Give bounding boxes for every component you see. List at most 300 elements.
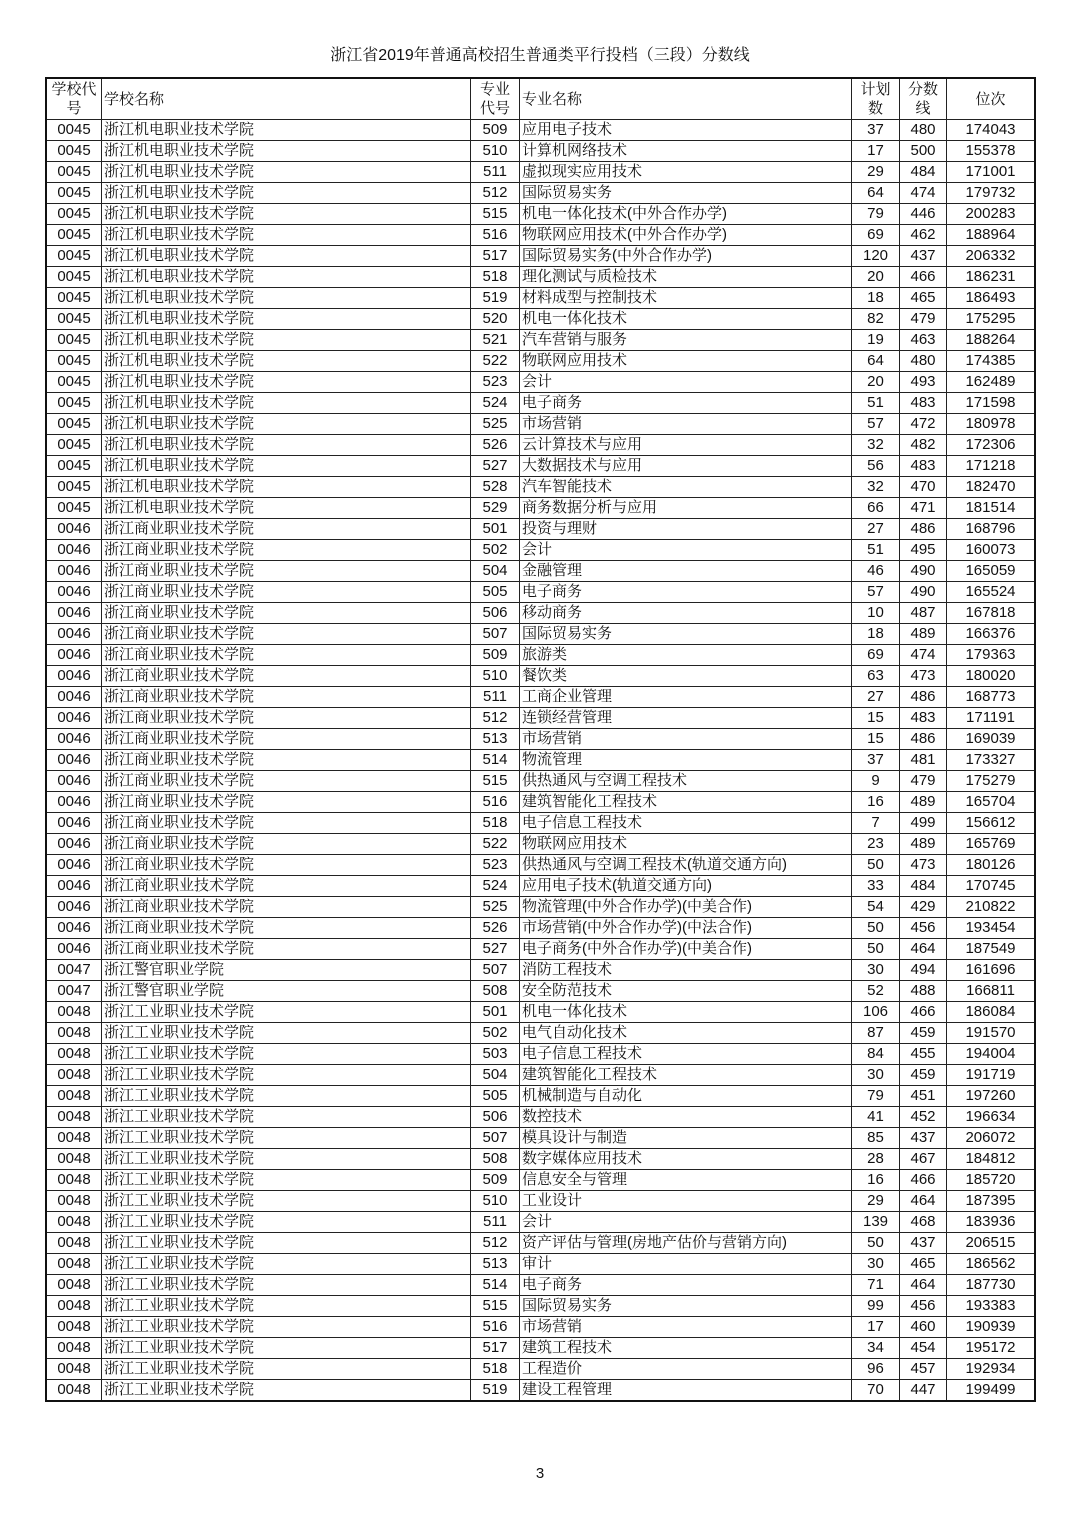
cell-rank: 168796 xyxy=(947,519,1036,540)
cell-plan: 16 xyxy=(852,792,900,813)
cell-major-code: 525 xyxy=(471,414,520,435)
table-row xyxy=(46,225,1035,246)
cell-rank: 181514 xyxy=(947,498,1036,519)
cell-major-code: 508 xyxy=(471,1149,520,1170)
cell-major-name: 建设工程管理 xyxy=(520,1380,852,1402)
cell-rank: 187395 xyxy=(947,1191,1036,1212)
table-row xyxy=(46,876,1035,897)
cell-major-name: 建筑工程技术 xyxy=(520,1338,852,1359)
cell-rank: 210822 xyxy=(947,897,1036,918)
cell-score: 499 xyxy=(900,813,947,834)
cell-major-code: 524 xyxy=(471,393,520,414)
cell-rank: 166811 xyxy=(947,981,1036,1002)
table-row xyxy=(46,582,1035,603)
cell-score: 470 xyxy=(900,477,947,498)
table-row xyxy=(46,330,1035,351)
cell-major-name: 计算机网络技术 xyxy=(520,141,852,162)
cell-major-code: 511 xyxy=(471,1212,520,1233)
cell-major-name: 投资与理财 xyxy=(520,519,852,540)
cell-school-code: 0048 xyxy=(46,1380,102,1402)
cell-major-code: 513 xyxy=(471,1254,520,1275)
table-row xyxy=(46,141,1035,162)
table-row xyxy=(46,834,1035,855)
cell-plan: 51 xyxy=(852,393,900,414)
cell-plan: 106 xyxy=(852,1002,900,1023)
cell-score: 437 xyxy=(900,1233,947,1254)
cell-school-code: 0048 xyxy=(46,1065,102,1086)
cell-major-name: 数字媒体应用技术 xyxy=(520,1149,852,1170)
table-row xyxy=(46,645,1035,666)
table-row xyxy=(46,1296,1035,1317)
header-school-name: 学校名称 xyxy=(102,78,471,120)
cell-school-code: 0046 xyxy=(46,855,102,876)
table-row xyxy=(46,1212,1035,1233)
cell-score: 486 xyxy=(900,519,947,540)
cell-school-name: 浙江商业职业技术学院 xyxy=(102,813,471,834)
table-row xyxy=(46,603,1035,624)
cell-major-code: 528 xyxy=(471,477,520,498)
table-row xyxy=(46,1338,1035,1359)
cell-major-name: 审计 xyxy=(520,1254,852,1275)
cell-major-code: 514 xyxy=(471,1275,520,1296)
cell-major-code: 509 xyxy=(471,120,520,141)
cell-score: 437 xyxy=(900,246,947,267)
cell-school-name: 浙江机电职业技术学院 xyxy=(102,120,471,141)
cell-rank: 165524 xyxy=(947,582,1036,603)
cell-major-code: 505 xyxy=(471,1086,520,1107)
header-plan: 计划数 xyxy=(852,78,900,120)
cell-major-code: 518 xyxy=(471,813,520,834)
cell-major-name: 物流管理 xyxy=(520,750,852,771)
cell-school-code: 0048 xyxy=(46,1086,102,1107)
cell-score: 486 xyxy=(900,729,947,750)
cell-major-name: 市场营销 xyxy=(520,1317,852,1338)
cell-school-code: 0045 xyxy=(46,204,102,225)
cell-school-name: 浙江商业职业技术学院 xyxy=(102,918,471,939)
table-row xyxy=(46,1170,1035,1191)
cell-rank: 194004 xyxy=(947,1044,1036,1065)
cell-plan: 50 xyxy=(852,1233,900,1254)
table-row xyxy=(46,687,1035,708)
cell-school-code: 0045 xyxy=(46,435,102,456)
cell-rank: 188964 xyxy=(947,225,1036,246)
cell-major-name: 云计算技术与应用 xyxy=(520,435,852,456)
cell-school-name: 浙江工业职业技术学院 xyxy=(102,1086,471,1107)
table-row xyxy=(46,981,1035,1002)
cell-plan: 52 xyxy=(852,981,900,1002)
cell-rank: 197260 xyxy=(947,1086,1036,1107)
cell-major-code: 526 xyxy=(471,918,520,939)
cell-score: 487 xyxy=(900,603,947,624)
cell-plan: 28 xyxy=(852,1149,900,1170)
cell-rank: 165769 xyxy=(947,834,1036,855)
cell-plan: 33 xyxy=(852,876,900,897)
cell-school-code: 0047 xyxy=(46,960,102,981)
table-row xyxy=(46,498,1035,519)
table-row xyxy=(46,393,1035,414)
cell-plan: 50 xyxy=(852,918,900,939)
cell-rank: 193454 xyxy=(947,918,1036,939)
cell-score: 480 xyxy=(900,351,947,372)
cell-school-code: 0048 xyxy=(46,1191,102,1212)
cell-rank: 179732 xyxy=(947,183,1036,204)
cell-major-code: 522 xyxy=(471,351,520,372)
cell-major-code: 518 xyxy=(471,267,520,288)
cell-plan: 79 xyxy=(852,1086,900,1107)
cell-school-code: 0045 xyxy=(46,246,102,267)
cell-plan: 32 xyxy=(852,435,900,456)
cell-school-code: 0045 xyxy=(46,372,102,393)
cell-score: 489 xyxy=(900,792,947,813)
table-row xyxy=(46,309,1035,330)
cell-major-code: 510 xyxy=(471,141,520,162)
cell-major-name: 电子商务 xyxy=(520,393,852,414)
cell-school-code: 0048 xyxy=(46,1128,102,1149)
cell-major-code: 527 xyxy=(471,939,520,960)
cell-school-name: 浙江工业职业技术学院 xyxy=(102,1233,471,1254)
cell-major-name: 物联网应用技术 xyxy=(520,834,852,855)
cell-rank: 170745 xyxy=(947,876,1036,897)
table-row xyxy=(46,540,1035,561)
cell-score: 464 xyxy=(900,939,947,960)
cell-school-name: 浙江商业职业技术学院 xyxy=(102,519,471,540)
cell-rank: 200283 xyxy=(947,204,1036,225)
cell-plan: 37 xyxy=(852,120,900,141)
cell-score: 483 xyxy=(900,708,947,729)
cell-plan: 20 xyxy=(852,372,900,393)
cell-school-name: 浙江机电职业技术学院 xyxy=(102,435,471,456)
cell-major-name: 大数据技术与应用 xyxy=(520,456,852,477)
cell-major-name: 资产评估与管理(房地产估价与营销方向) xyxy=(520,1233,852,1254)
cell-plan: 79 xyxy=(852,204,900,225)
cell-rank: 192934 xyxy=(947,1359,1036,1380)
cell-school-code: 0046 xyxy=(46,624,102,645)
cell-rank: 160073 xyxy=(947,540,1036,561)
page-title: 浙江省2019年普通高校招生普通类平行投档（三段）分数线 xyxy=(330,47,750,64)
cell-rank: 186084 xyxy=(947,1002,1036,1023)
cell-school-name: 浙江商业职业技术学院 xyxy=(102,729,471,750)
table-row xyxy=(46,1107,1035,1128)
cell-plan: 41 xyxy=(852,1107,900,1128)
cell-school-name: 浙江机电职业技术学院 xyxy=(102,246,471,267)
cell-school-name: 浙江商业职业技术学院 xyxy=(102,666,471,687)
cell-major-name: 物联网应用技术(中外合作办学) xyxy=(520,225,852,246)
cell-major-code: 502 xyxy=(471,1023,520,1044)
cell-rank: 195172 xyxy=(947,1338,1036,1359)
table-row xyxy=(46,519,1035,540)
cell-rank: 171218 xyxy=(947,456,1036,477)
cell-plan: 34 xyxy=(852,1338,900,1359)
cell-major-name: 商务数据分析与应用 xyxy=(520,498,852,519)
cell-plan: 85 xyxy=(852,1128,900,1149)
cell-plan: 7 xyxy=(852,813,900,834)
table-row xyxy=(46,1044,1035,1065)
cell-major-name: 机械制造与自动化 xyxy=(520,1086,852,1107)
cell-school-code: 0046 xyxy=(46,540,102,561)
cell-rank: 174043 xyxy=(947,120,1036,141)
cell-rank: 206332 xyxy=(947,246,1036,267)
cell-major-name: 连锁经营管理 xyxy=(520,708,852,729)
cell-school-code: 0046 xyxy=(46,519,102,540)
cell-major-name: 虚拟现实应用技术 xyxy=(520,162,852,183)
header-major-name: 专业名称 xyxy=(520,78,852,120)
table-row xyxy=(46,729,1035,750)
cell-score: 465 xyxy=(900,1254,947,1275)
cell-major-name: 信息安全与管理 xyxy=(520,1170,852,1191)
table-row xyxy=(46,351,1035,372)
cell-school-code: 0046 xyxy=(46,876,102,897)
cell-school-code: 0046 xyxy=(46,582,102,603)
cell-plan: 69 xyxy=(852,225,900,246)
cell-major-code: 515 xyxy=(471,1296,520,1317)
cell-plan: 71 xyxy=(852,1275,900,1296)
cell-major-name: 模具设计与制造 xyxy=(520,1128,852,1149)
cell-score: 474 xyxy=(900,645,947,666)
cell-major-name: 供热通风与空调工程技术 xyxy=(520,771,852,792)
cell-rank: 196634 xyxy=(947,1107,1036,1128)
cell-major-name: 国际贸易实务 xyxy=(520,624,852,645)
cell-school-name: 浙江商业职业技术学院 xyxy=(102,582,471,603)
cell-school-code: 0046 xyxy=(46,561,102,582)
cell-school-code: 0046 xyxy=(46,645,102,666)
cell-major-name: 理化测试与质检技术 xyxy=(520,267,852,288)
cell-rank: 187549 xyxy=(947,939,1036,960)
cell-score: 467 xyxy=(900,1149,947,1170)
cell-major-code: 512 xyxy=(471,1233,520,1254)
cell-plan: 27 xyxy=(852,519,900,540)
cell-school-name: 浙江机电职业技术学院 xyxy=(102,414,471,435)
cell-plan: 54 xyxy=(852,897,900,918)
cell-rank: 165704 xyxy=(947,792,1036,813)
table-row xyxy=(46,267,1035,288)
cell-school-name: 浙江商业职业技术学院 xyxy=(102,792,471,813)
cell-rank: 206072 xyxy=(947,1128,1036,1149)
cell-score: 482 xyxy=(900,435,947,456)
cell-school-code: 0045 xyxy=(46,414,102,435)
cell-major-name: 建筑智能化工程技术 xyxy=(520,792,852,813)
cell-score: 473 xyxy=(900,666,947,687)
cell-school-name: 浙江机电职业技术学院 xyxy=(102,225,471,246)
cell-school-name: 浙江商业职业技术学院 xyxy=(102,708,471,729)
cell-plan: 87 xyxy=(852,1023,900,1044)
cell-school-code: 0046 xyxy=(46,918,102,939)
cell-major-code: 514 xyxy=(471,750,520,771)
cell-major-name: 工程造价 xyxy=(520,1359,852,1380)
cell-score: 466 xyxy=(900,1170,947,1191)
cell-school-name: 浙江机电职业技术学院 xyxy=(102,141,471,162)
cell-school-code: 0048 xyxy=(46,1296,102,1317)
cell-score: 457 xyxy=(900,1359,947,1380)
cell-major-name: 汽车智能技术 xyxy=(520,477,852,498)
cell-school-name: 浙江工业职业技术学院 xyxy=(102,1317,471,1338)
cell-rank: 206515 xyxy=(947,1233,1036,1254)
cell-school-name: 浙江机电职业技术学院 xyxy=(102,372,471,393)
table-row xyxy=(46,414,1035,435)
cell-rank: 187730 xyxy=(947,1275,1036,1296)
cell-major-code: 502 xyxy=(471,540,520,561)
cell-plan: 29 xyxy=(852,1191,900,1212)
cell-major-name: 移动商务 xyxy=(520,603,852,624)
table-row xyxy=(46,771,1035,792)
cell-major-code: 524 xyxy=(471,876,520,897)
cell-plan: 57 xyxy=(852,414,900,435)
cell-plan: 50 xyxy=(852,855,900,876)
cell-plan: 10 xyxy=(852,603,900,624)
cell-school-code: 0046 xyxy=(46,666,102,687)
cell-plan: 82 xyxy=(852,309,900,330)
cell-major-name: 建筑智能化工程技术 xyxy=(520,1065,852,1086)
cell-score: 480 xyxy=(900,120,947,141)
cell-score: 464 xyxy=(900,1191,947,1212)
table-row xyxy=(46,855,1035,876)
cell-score: 486 xyxy=(900,687,947,708)
cell-school-name: 浙江机电职业技术学院 xyxy=(102,288,471,309)
cell-school-name: 浙江机电职业技术学院 xyxy=(102,183,471,204)
cell-school-code: 0046 xyxy=(46,750,102,771)
cell-major-code: 523 xyxy=(471,372,520,393)
cell-score: 451 xyxy=(900,1086,947,1107)
cell-school-name: 浙江工业职业技术学院 xyxy=(102,1170,471,1191)
table-row xyxy=(46,813,1035,834)
cell-school-code: 0047 xyxy=(46,981,102,1002)
cell-score: 455 xyxy=(900,1044,947,1065)
cell-plan: 63 xyxy=(852,666,900,687)
cell-rank: 156612 xyxy=(947,813,1036,834)
cell-score: 488 xyxy=(900,981,947,1002)
cell-major-name: 餐饮类 xyxy=(520,666,852,687)
cell-rank: 171191 xyxy=(947,708,1036,729)
cell-major-code: 510 xyxy=(471,1191,520,1212)
table-row xyxy=(46,1149,1035,1170)
cell-score: 462 xyxy=(900,225,947,246)
cell-school-code: 0045 xyxy=(46,351,102,372)
cell-rank: 191570 xyxy=(947,1023,1036,1044)
table-row xyxy=(46,708,1035,729)
cell-school-name: 浙江机电职业技术学院 xyxy=(102,267,471,288)
cell-school-code: 0045 xyxy=(46,141,102,162)
cell-school-name: 浙江商业职业技术学院 xyxy=(102,540,471,561)
cell-rank: 173327 xyxy=(947,750,1036,771)
cell-score: 483 xyxy=(900,456,947,477)
cell-plan: 66 xyxy=(852,498,900,519)
header-school-code: 学校代号 xyxy=(46,78,102,120)
cell-school-name: 浙江机电职业技术学院 xyxy=(102,309,471,330)
cell-score: 452 xyxy=(900,1107,947,1128)
header-major-code: 专业代号 xyxy=(471,78,520,120)
cell-school-code: 0045 xyxy=(46,225,102,246)
cell-score: 481 xyxy=(900,750,947,771)
cell-school-name: 浙江工业职业技术学院 xyxy=(102,1254,471,1275)
table-row xyxy=(46,897,1035,918)
cell-school-code: 0045 xyxy=(46,309,102,330)
page-number: 3 xyxy=(535,1465,545,1482)
cell-school-name: 浙江工业职业技术学院 xyxy=(102,1380,471,1402)
cell-school-name: 浙江工业职业技术学院 xyxy=(102,1296,471,1317)
cell-school-code: 0046 xyxy=(46,708,102,729)
cell-school-code: 0045 xyxy=(46,267,102,288)
cell-major-code: 522 xyxy=(471,834,520,855)
cell-plan: 29 xyxy=(852,162,900,183)
cell-rank: 172306 xyxy=(947,435,1036,456)
cell-major-code: 526 xyxy=(471,435,520,456)
cell-major-name: 电子商务 xyxy=(520,1275,852,1296)
cell-school-code: 0046 xyxy=(46,687,102,708)
cell-school-name: 浙江机电职业技术学院 xyxy=(102,351,471,372)
cell-score: 437 xyxy=(900,1128,947,1149)
cell-score: 493 xyxy=(900,372,947,393)
cell-score: 474 xyxy=(900,183,947,204)
cell-major-name: 材料成型与控制技术 xyxy=(520,288,852,309)
cell-school-code: 0046 xyxy=(46,813,102,834)
cell-major-code: 520 xyxy=(471,309,520,330)
cell-major-name: 电子商务 xyxy=(520,582,852,603)
cell-major-name: 机电一体化技术(中外合作办学) xyxy=(520,204,852,225)
cell-plan: 56 xyxy=(852,456,900,477)
cell-plan: 20 xyxy=(852,267,900,288)
cell-plan: 15 xyxy=(852,729,900,750)
cell-plan: 17 xyxy=(852,141,900,162)
cell-school-name: 浙江商业职业技术学院 xyxy=(102,687,471,708)
cell-major-name: 国际贸易实务 xyxy=(520,1296,852,1317)
cell-plan: 19 xyxy=(852,330,900,351)
cell-school-code: 0048 xyxy=(46,1359,102,1380)
cell-major-name: 金融管理 xyxy=(520,561,852,582)
cell-major-code: 512 xyxy=(471,183,520,204)
cell-school-code: 0045 xyxy=(46,393,102,414)
cell-major-code: 513 xyxy=(471,729,520,750)
cell-plan: 30 xyxy=(852,960,900,981)
cell-school-name: 浙江商业职业技术学院 xyxy=(102,603,471,624)
cell-school-name: 浙江商业职业技术学院 xyxy=(102,834,471,855)
cell-score: 484 xyxy=(900,876,947,897)
cell-major-code: 511 xyxy=(471,687,520,708)
cell-major-name: 消防工程技术 xyxy=(520,960,852,981)
cell-rank: 161696 xyxy=(947,960,1036,981)
cell-score: 465 xyxy=(900,288,947,309)
cell-rank: 199499 xyxy=(947,1380,1036,1402)
cell-major-name: 工商企业管理 xyxy=(520,687,852,708)
cell-major-name: 应用电子技术 xyxy=(520,120,852,141)
cell-major-name: 汽车营销与服务 xyxy=(520,330,852,351)
cell-school-code: 0048 xyxy=(46,1149,102,1170)
table-row xyxy=(46,246,1035,267)
table-row xyxy=(46,1359,1035,1380)
cell-rank: 184812 xyxy=(947,1149,1036,1170)
cell-plan: 32 xyxy=(852,477,900,498)
cell-major-name: 供热通风与空调工程技术(轨道交通方向) xyxy=(520,855,852,876)
cell-major-code: 523 xyxy=(471,855,520,876)
cell-school-code: 0048 xyxy=(46,1254,102,1275)
cell-score: 479 xyxy=(900,771,947,792)
cell-school-name: 浙江商业职业技术学院 xyxy=(102,855,471,876)
cell-rank: 171598 xyxy=(947,393,1036,414)
cell-school-code: 0048 xyxy=(46,1044,102,1065)
cell-school-name: 浙江警官职业学院 xyxy=(102,960,471,981)
cell-major-code: 506 xyxy=(471,603,520,624)
cell-major-name: 电子信息工程技术 xyxy=(520,813,852,834)
cell-school-name: 浙江商业职业技术学院 xyxy=(102,771,471,792)
cell-score: 495 xyxy=(900,540,947,561)
cell-score: 479 xyxy=(900,309,947,330)
cell-school-code: 0048 xyxy=(46,1338,102,1359)
cell-plan: 51 xyxy=(852,540,900,561)
cell-major-code: 507 xyxy=(471,1128,520,1149)
cell-major-code: 506 xyxy=(471,1107,520,1128)
cell-school-name: 浙江工业职业技术学院 xyxy=(102,1002,471,1023)
cell-major-name: 国际贸易实务(中外合作办学) xyxy=(520,246,852,267)
cell-score: 489 xyxy=(900,834,947,855)
cell-major-name: 会计 xyxy=(520,372,852,393)
